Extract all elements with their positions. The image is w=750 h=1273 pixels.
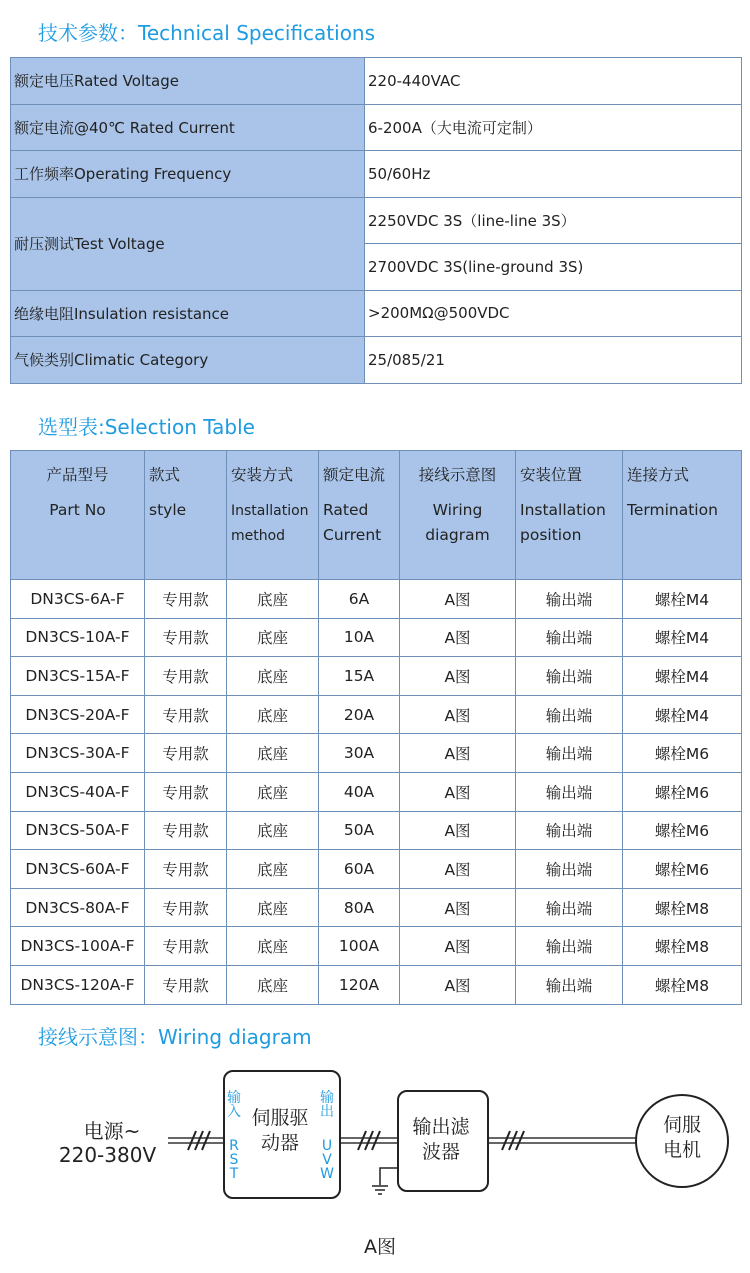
table-cell: 20A xyxy=(319,695,400,734)
table-cell: 底座 xyxy=(227,811,319,850)
table-cell: 底座 xyxy=(227,772,319,811)
table-cell: 专用款 xyxy=(145,850,227,889)
output-filter-label: 输出滤波器 xyxy=(412,1116,470,1163)
table-row xyxy=(11,695,742,734)
table-cell: 螺栓M6 xyxy=(623,811,742,850)
table-cell: 专用款 xyxy=(145,927,227,966)
table-cell: A图 xyxy=(400,657,516,696)
power-label: 电源~ xyxy=(83,1119,141,1143)
table-cell: 螺栓M6 xyxy=(623,734,742,773)
spec-value: 6-200A（大电流可定制） xyxy=(365,104,742,151)
table-cell: 输出端 xyxy=(516,580,623,619)
table-cell: 6A xyxy=(319,580,400,619)
column-header-zh: 安装方式 xyxy=(231,466,294,484)
spec-row xyxy=(11,58,742,105)
table-cell: 专用款 xyxy=(145,695,227,734)
table-cell: 输出端 xyxy=(516,657,623,696)
spec-table xyxy=(10,57,742,384)
table-cell: 底座 xyxy=(227,888,319,927)
table-cell: 专用款 xyxy=(145,965,227,1004)
table-cell: A图 xyxy=(400,811,516,850)
spec-row xyxy=(11,197,742,244)
table-cell: DN3CS-50A-F xyxy=(11,811,145,850)
column-header-en: Rated Current xyxy=(323,500,382,544)
table-cell: DN3CS-120A-F xyxy=(11,965,145,1004)
spec-row xyxy=(11,337,742,384)
column-header-zh: 额定电流 xyxy=(323,466,386,484)
servo-driver-label: 伺服驱动器 xyxy=(251,1107,309,1154)
table-cell: 专用款 xyxy=(145,734,227,773)
table-row xyxy=(11,772,742,811)
column-header-zh: 款式 xyxy=(149,466,181,484)
table-cell: 30A xyxy=(319,734,400,773)
table-cell: 60A xyxy=(319,850,400,889)
table-row xyxy=(11,734,742,773)
wiring-diagram xyxy=(0,1055,750,1273)
table-cell: DN3CS-10A-F xyxy=(11,618,145,657)
column-header xyxy=(319,451,400,580)
spec-value: 25/085/21 xyxy=(365,337,742,384)
table-cell: 专用款 xyxy=(145,888,227,927)
column-header xyxy=(11,451,145,580)
table-cell: A图 xyxy=(400,695,516,734)
selection-table xyxy=(10,450,742,1005)
table-cell: 底座 xyxy=(227,580,319,619)
table-cell: DN3CS-100A-F xyxy=(11,927,145,966)
spec-title: 技术参数：Technical Specifications xyxy=(38,21,376,45)
table-cell: A图 xyxy=(400,580,516,619)
table-cell: A图 xyxy=(400,927,516,966)
table-cell: 80A xyxy=(319,888,400,927)
column-header-en: Installation method xyxy=(231,502,309,544)
servo-motor-label: 伺服电机 xyxy=(662,1114,701,1161)
spec-key: 绝缘电阻Insulation resistance xyxy=(11,290,365,337)
spec-value: >200MΩ@500VDC xyxy=(365,290,742,337)
table-cell: 输出端 xyxy=(516,772,623,811)
spec-value: 50/60Hz xyxy=(365,151,742,198)
table-cell: A图 xyxy=(400,772,516,811)
table-cell: 底座 xyxy=(227,965,319,1004)
spec-key: 气候类别Climatic Category xyxy=(11,337,365,384)
table-cell: A图 xyxy=(400,888,516,927)
driver-output-label: 输出 xyxy=(320,1090,334,1120)
table-cell: 15A xyxy=(319,657,400,696)
column-header-zh: 产品型号 xyxy=(46,466,109,484)
table-cell: 底座 xyxy=(227,850,319,889)
table-cell: DN3CS-30A-F xyxy=(11,734,145,773)
table-cell: A图 xyxy=(400,734,516,773)
table-cell: 120A xyxy=(319,965,400,1004)
table-cell: DN3CS-60A-F xyxy=(11,850,145,889)
table-cell: 底座 xyxy=(227,618,319,657)
wiring-title: 接线示意图：Wiring diagram xyxy=(38,1025,312,1049)
table-cell: 输出端 xyxy=(516,695,623,734)
table-cell: 50A xyxy=(319,811,400,850)
column-header xyxy=(400,451,516,580)
spec-row xyxy=(11,104,742,151)
table-cell: 螺栓M4 xyxy=(623,580,742,619)
table-row xyxy=(11,965,742,1004)
spec-key: 耐压测试Test Voltage xyxy=(11,197,365,290)
table-cell: 10A xyxy=(319,618,400,657)
table-cell: 输出端 xyxy=(516,965,623,1004)
driver-output-phases: UVW xyxy=(320,1138,334,1182)
table-row xyxy=(11,657,742,696)
selection-title: 选型表:Selection Table xyxy=(38,415,255,439)
table-cell: 专用款 xyxy=(145,580,227,619)
table-cell: 输出端 xyxy=(516,927,623,966)
spec-value: 2250VDC 3S（line-line 3S） xyxy=(365,197,742,244)
column-header-en: style xyxy=(149,500,187,519)
table-cell: DN3CS-40A-F xyxy=(11,772,145,811)
spec-value: 220-440VAC xyxy=(365,58,742,105)
spec-row xyxy=(11,151,742,198)
spec-key: 额定电压Rated Voltage xyxy=(11,58,365,105)
table-cell: DN3CS-6A-F xyxy=(11,580,145,619)
table-cell: DN3CS-80A-F xyxy=(11,888,145,927)
table-cell: 输出端 xyxy=(516,888,623,927)
table-cell: DN3CS-15A-F xyxy=(11,657,145,696)
table-cell: A图 xyxy=(400,850,516,889)
table-cell: 底座 xyxy=(227,927,319,966)
column-header-en: Wiring diagram xyxy=(425,500,490,544)
table-cell: 输出端 xyxy=(516,618,623,657)
column-header-zh: 安装位置 xyxy=(520,466,583,484)
table-cell: 螺栓M6 xyxy=(623,850,742,889)
spec-row xyxy=(11,290,742,337)
diagram-caption: A图 xyxy=(364,1236,396,1258)
column-header xyxy=(227,451,319,580)
column-header xyxy=(623,451,742,580)
table-cell: 底座 xyxy=(227,695,319,734)
table-cell: 螺栓M8 xyxy=(623,888,742,927)
table-row xyxy=(11,811,742,850)
table-row xyxy=(11,927,742,966)
column-header-en: Part No xyxy=(49,500,106,519)
column-header-en: Termination xyxy=(627,500,718,519)
table-cell: 输出端 xyxy=(516,734,623,773)
table-cell: 专用款 xyxy=(145,657,227,696)
table-cell: 螺栓M4 xyxy=(623,618,742,657)
spec-value: 2700VDC 3S(line-ground 3S) xyxy=(365,244,742,291)
table-cell: 螺栓M6 xyxy=(623,772,742,811)
table-row xyxy=(11,850,742,889)
table-cell: 100A xyxy=(319,927,400,966)
table-cell: A图 xyxy=(400,965,516,1004)
table-cell: 专用款 xyxy=(145,772,227,811)
table-cell: 输出端 xyxy=(516,811,623,850)
column-header xyxy=(145,451,227,580)
table-row xyxy=(11,618,742,657)
spec-key: 工作频率Operating Frequency xyxy=(11,151,365,198)
table-cell: 40A xyxy=(319,772,400,811)
power-voltage: 220-380V xyxy=(58,1143,157,1167)
column-header-zh: 接线示意图 xyxy=(418,466,497,484)
table-cell: 输出端 xyxy=(516,850,623,889)
table-cell: 螺栓M8 xyxy=(623,965,742,1004)
table-cell: 底座 xyxy=(227,734,319,773)
table-cell: 专用款 xyxy=(145,618,227,657)
column-header xyxy=(516,451,623,580)
table-row xyxy=(11,580,742,619)
table-cell: 专用款 xyxy=(145,811,227,850)
table-cell: 螺栓M8 xyxy=(623,927,742,966)
table-cell: 底座 xyxy=(227,657,319,696)
driver-input-phases: RST xyxy=(229,1138,239,1182)
table-cell: DN3CS-20A-F xyxy=(11,695,145,734)
table-row xyxy=(11,888,742,927)
table-cell: 螺栓M4 xyxy=(623,695,742,734)
table-cell: A图 xyxy=(400,618,516,657)
spec-key: 额定电流@40℃ Rated Current xyxy=(11,104,365,151)
column-header-en: Installation position xyxy=(520,500,606,544)
driver-input-label: 输入 xyxy=(227,1090,241,1120)
table-cell: 螺栓M4 xyxy=(623,657,742,696)
column-header-zh: 连接方式 xyxy=(627,466,690,484)
